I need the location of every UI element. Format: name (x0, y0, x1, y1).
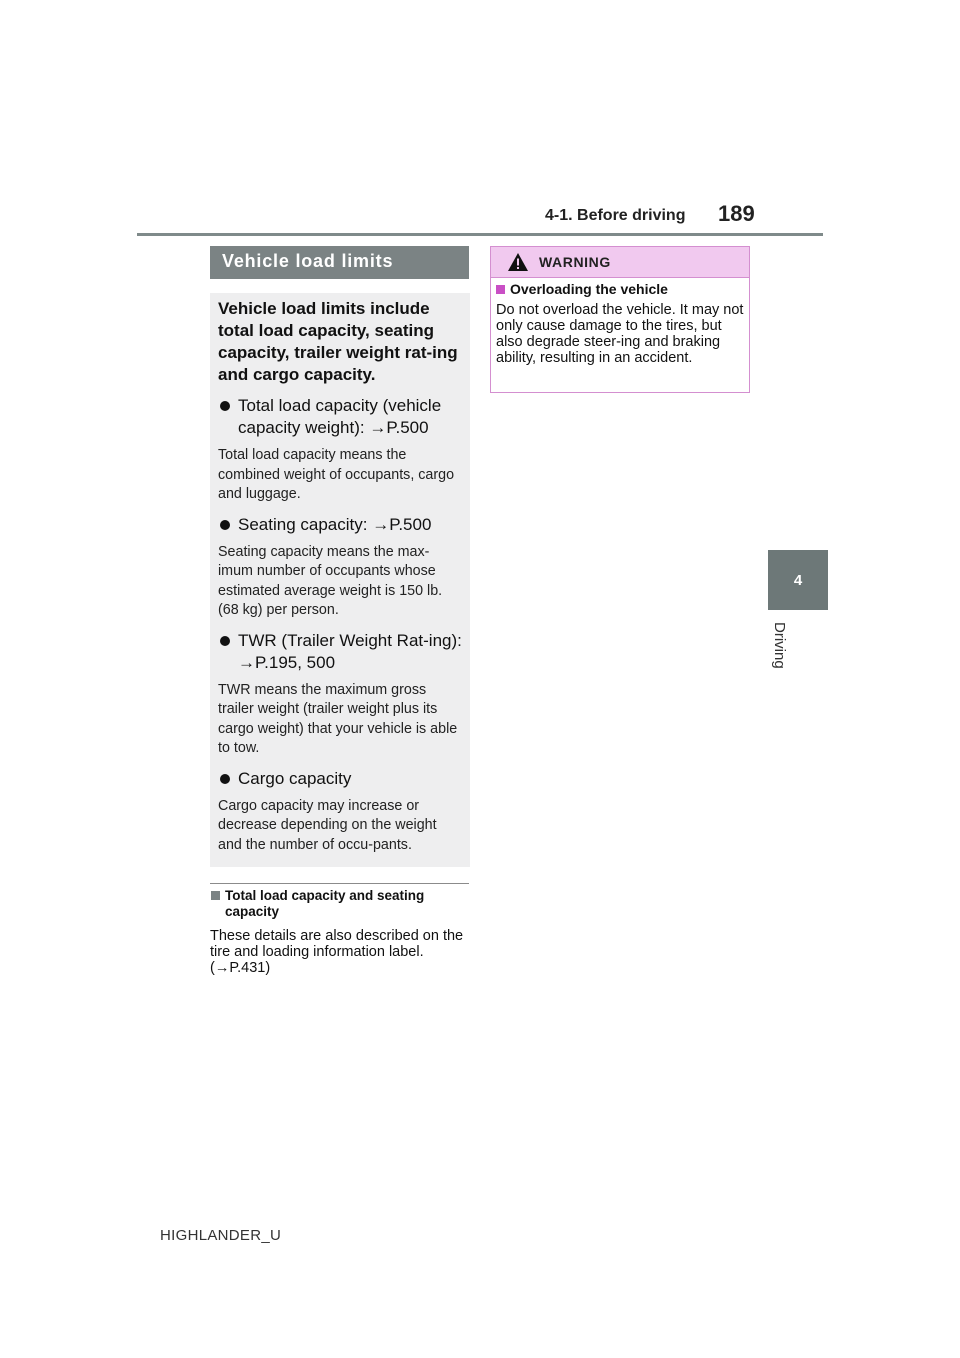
chapter-label-container (760, 622, 800, 682)
footer-model-code: HIGHLANDER_U (160, 1227, 282, 1244)
item-heading-total-load (218, 395, 462, 439)
item-heading-cargo (218, 768, 462, 790)
warning-triangle-icon (507, 252, 529, 272)
warning-header (491, 247, 749, 278)
intro-text: Vehicle load limits include total load capacity, seating capacity, trailer weight rat-ing and cargo capacity. (218, 299, 458, 384)
item-description: TWR means the maximum gross trailer weight (trailer weight plus its cargo weight) that your vehicle is able to tow. (218, 681, 458, 756)
item-heading-text: Total load capacity (vehicle capacity weight): →P.500 (238, 396, 442, 437)
bullet-icon (220, 636, 230, 646)
header-divider (137, 233, 823, 236)
chapter-number: 4 (793, 571, 803, 589)
note-body: These details are also described on the tire and loading information label. (→P.431) (210, 928, 464, 976)
chapter-label: Driving (771, 622, 788, 669)
square-bullet-icon (211, 891, 220, 900)
page-number: 189 (718, 201, 755, 226)
item-heading-twr (218, 630, 462, 674)
bullet-icon (220, 774, 230, 784)
chapter-tab[interactable] (768, 550, 828, 610)
section-title: Vehicle load limits (210, 246, 469, 279)
warning-subheading (496, 281, 749, 298)
item-heading-text: Seating capacity: →P.500 (238, 514, 432, 534)
note-heading-text: Total load capacity and seating capacity (225, 888, 425, 919)
item-heading-text: TWR (Trailer Weight Rat-ing): →P.195, 500 (238, 630, 462, 672)
warning-box (490, 246, 750, 393)
note-heading (211, 888, 471, 920)
warning-text: Do not overload the vehicle. It may not only cause damage to the tires, but also degrade steer-ing and braking ability, resulting in an accident. (496, 302, 744, 366)
item-description: Seating capacity means the max-imum number of occupants whose estimated average weight is 150 lb. (68 kg) per person. (218, 543, 443, 618)
item-heading-text: Cargo capacity (238, 768, 352, 788)
warning-subheading-text: Overloading the vehicle (510, 281, 668, 297)
square-bullet-icon (496, 285, 505, 294)
item-heading-seating (218, 514, 462, 536)
bullet-icon (220, 401, 230, 411)
load-limits-box (210, 293, 470, 867)
bullet-icon (220, 520, 230, 530)
warning-title: WARNING (539, 254, 611, 270)
note-divider (210, 883, 469, 884)
item-description: Cargo capacity may increase or decrease depending on the weight and the number of occu-pants. (218, 797, 437, 853)
section-heading: 4-1. Before driving (545, 207, 686, 224)
item-description: Total load capacity means the combined weight of occupants, cargo and luggage. (218, 447, 455, 502)
